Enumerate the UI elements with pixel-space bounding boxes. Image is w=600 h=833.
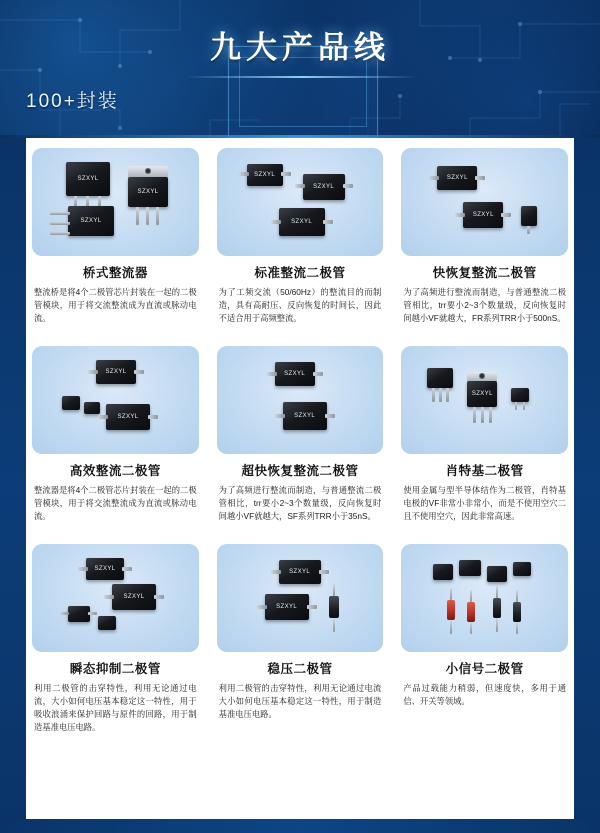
page-header [0, 0, 600, 138]
brand-mark: SZXYL [446, 175, 468, 181]
left-rail [0, 138, 26, 833]
brand-mark: SZXYL [80, 218, 102, 224]
product-title: 瞬态抑制二极管 [69, 662, 161, 676]
brand-mark: SZXYL [471, 391, 493, 397]
brand-mark: SZXYL [276, 604, 298, 610]
product-description: 为了高频进行整流而制造，与普通整流二极管相比，trr要小2~3个数量级，反向恢复时间越小VF就越大，SF系列TRR小于35nS。 [218, 485, 382, 521]
product-description: 使用金属与型半导体结作为二极管，肖特基电极的VF非常小非常小，而是不使用空穴二且不使用空穴，因此非常高速。 [403, 485, 566, 521]
product-description: 整流器是将4个二极管芯片封装在一起的二极管模块，用于将交流整流成为直流或脉动电流。 [34, 485, 197, 521]
page-title: 九大产品线 [210, 30, 390, 65]
product-card[interactable] [395, 148, 574, 342]
product-image-schottky-diode [401, 346, 568, 454]
product-grid [26, 148, 574, 738]
product-image-fast-recovery-diode [401, 148, 568, 256]
product-title: 高效整流二极管 [69, 464, 161, 478]
product-card[interactable] [211, 346, 390, 540]
brand-mark: SZXYL [313, 184, 335, 190]
product-description: 为了工频交流（50/60Hz）的整流目的而制造，具有高耐压、反向恢复的时间长，因此不适合用于高频整流。 [218, 287, 382, 323]
product-description: 整流桥是将4个二极管芯片封装在一起的二极管模块，用于将交流整流成为直流或脉动电流。 [34, 287, 197, 323]
product-description: 产品过载能力稍弱，但速度快，多用于通信、开关等领域。 [403, 683, 566, 706]
brand-mark: SZXYL [472, 212, 494, 218]
brand-mark: SZXYL [289, 569, 311, 575]
product-title: 小信号二极管 [445, 662, 524, 676]
brand-mark: SZXYL [123, 594, 145, 600]
product-image-ultrafast-recovery-diode [217, 346, 384, 454]
brand-mark: SZXYL [117, 414, 139, 420]
brand-mark: SZXYL [291, 219, 313, 225]
product-title: 肖特基二极管 [445, 464, 524, 478]
product-title: 稳压二极管 [267, 662, 333, 676]
brand-mark: SZXYL [105, 369, 127, 375]
brand-mark: SZXYL [137, 189, 159, 195]
product-description: 利用二极管的击穿特性，利用无论通过电流大小如何电压基本稳定这一特性，用于制造基准电压电路。 [218, 683, 382, 719]
product-description: 利用二极管的击穿特性，利用无论通过电流，大小如何电压基本稳定这一特性，用于吸收浪涌来保护回路与原件的回路，用于制造基准电压电路。 [34, 683, 197, 732]
product-title: 标准整流二极管 [254, 266, 346, 280]
product-card[interactable] [395, 346, 574, 540]
header-title-wrap [0, 22, 600, 67]
brand-mark: SZXYL [254, 172, 276, 178]
brand-mark: SZXYL [94, 566, 116, 572]
product-image-bridge-rectifier [32, 148, 199, 256]
header-bottom-glow [0, 135, 600, 138]
product-description: 为了高频进行整流而制造，与普通整流二极管相比，trr要小2~3个数量级，反向恢复时间越小VF就越大，FR系列TRR小于500nS。 [403, 287, 566, 323]
product-card[interactable] [26, 346, 205, 540]
product-card[interactable] [211, 148, 390, 342]
product-card[interactable] [211, 544, 390, 738]
product-title: 桥式整流器 [82, 266, 148, 280]
product-card[interactable] [26, 544, 205, 738]
product-image-high-efficiency-diode [32, 346, 199, 454]
header-subtitle: 100+封装 [26, 91, 119, 112]
product-image-tvs-diode [32, 544, 199, 652]
right-rail [574, 138, 600, 833]
product-image-small-signal-diode [401, 544, 568, 652]
product-title: 快恢复整流二极管 [432, 266, 537, 280]
product-title: 超快恢复整流二极管 [241, 464, 359, 478]
product-image-zener-diode [217, 544, 384, 652]
product-card[interactable] [26, 148, 205, 342]
brand-mark: SZXYL [284, 371, 306, 377]
title-divider [186, 76, 418, 78]
brand-mark: SZXYL [294, 413, 316, 419]
product-image-standard-rectifier-diode [217, 148, 384, 256]
product-card[interactable] [395, 544, 574, 738]
bottom-rail [0, 819, 600, 833]
brand-mark: SZXYL [77, 176, 99, 182]
